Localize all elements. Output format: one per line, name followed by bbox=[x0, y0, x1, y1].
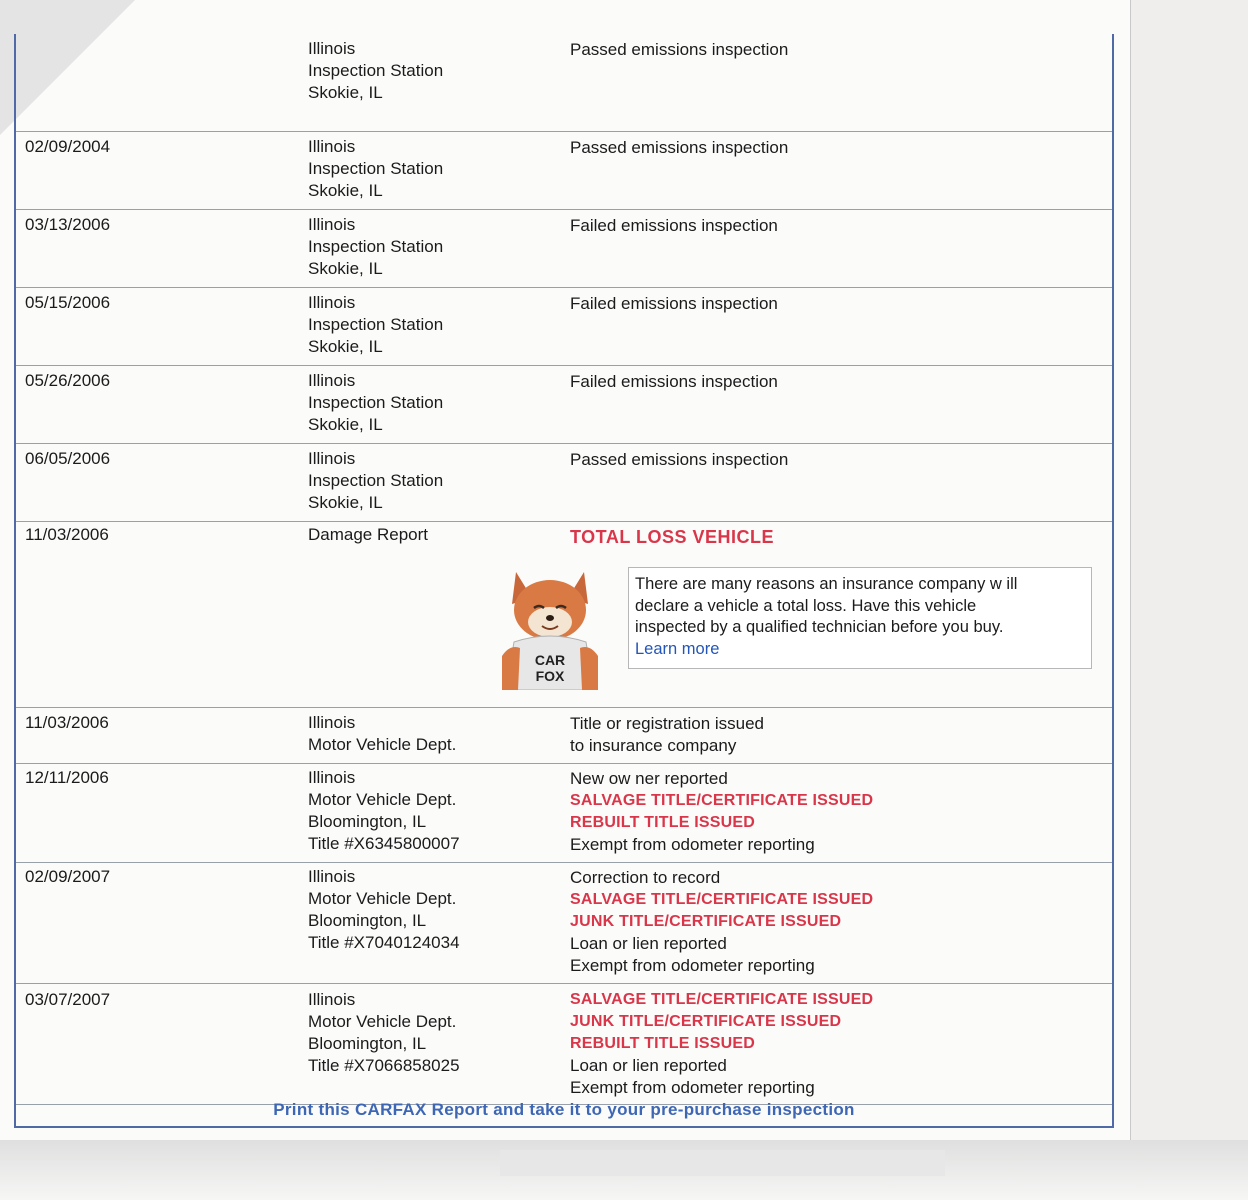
source-line: Illinois bbox=[308, 867, 356, 886]
source-line: Illinois bbox=[308, 449, 356, 468]
source-line: Inspection Station bbox=[308, 471, 444, 490]
history-record bbox=[16, 34, 1112, 132]
history-record bbox=[16, 522, 1112, 708]
record-comments bbox=[570, 137, 788, 159]
source-line: Illinois bbox=[308, 768, 356, 787]
alert-line: JUNK TITLE/CERTIFICATE ISSUED bbox=[570, 913, 842, 930]
callout-text: There are many reasons an insurance company w ill bbox=[635, 575, 1018, 593]
source-line: Skokie, IL bbox=[308, 493, 383, 512]
record-source bbox=[308, 767, 460, 855]
source-line: Skokie, IL bbox=[308, 83, 383, 102]
callout-text: declare a vehicle a total loss. Have this vehicle bbox=[635, 596, 977, 615]
comment-line: Passed emissions inspection bbox=[570, 138, 789, 157]
record-date: 06/05/2006 bbox=[25, 449, 111, 468]
comment-line: Title or registration issued bbox=[570, 714, 765, 733]
record-source bbox=[308, 370, 443, 436]
record-source bbox=[308, 524, 428, 546]
record-date: 11/03/2006 bbox=[25, 525, 109, 544]
record-date: 02/09/2007 bbox=[25, 867, 111, 886]
source-line: Illinois bbox=[308, 39, 356, 58]
alert-line: TOTAL LOSS VEHICLE bbox=[570, 527, 775, 547]
source-line: Skokie, IL bbox=[308, 337, 383, 356]
comment-line: New ow ner reported bbox=[570, 769, 728, 788]
record-date: 02/09/2004 bbox=[25, 137, 111, 156]
record-comments bbox=[570, 371, 778, 393]
source-line: Inspection Station bbox=[308, 393, 444, 412]
record-comments bbox=[570, 449, 788, 471]
record-source bbox=[308, 989, 460, 1077]
source-line: Skokie, IL bbox=[308, 181, 383, 200]
source-line: Skokie, IL bbox=[308, 259, 383, 278]
alert-line: SALVAGE TITLE/CERTIFICATE ISSUED bbox=[570, 792, 874, 809]
history-record bbox=[16, 863, 1112, 984]
alert-line: SALVAGE TITLE/CERTIFICATE ISSUED bbox=[570, 991, 874, 1008]
comment-line: Exempt from odometer reporting bbox=[570, 1078, 815, 1097]
record-date: 03/13/2006 bbox=[25, 215, 111, 234]
source-line: Motor Vehicle Dept. bbox=[308, 735, 457, 754]
source-line: Illinois bbox=[308, 713, 356, 732]
learn-more-link[interactable]: Learn more bbox=[635, 639, 720, 658]
source-line: Bloomington, IL bbox=[308, 1034, 427, 1053]
source-line: Damage Report bbox=[308, 525, 429, 544]
alert-line: REBUILT TITLE ISSUED bbox=[570, 1035, 756, 1052]
source-line: Bloomington, IL bbox=[308, 911, 427, 930]
comment-line: Passed emissions inspection bbox=[570, 450, 789, 469]
record-comments bbox=[570, 215, 778, 237]
source-line: Inspection Station bbox=[308, 315, 444, 334]
record-source bbox=[308, 136, 443, 202]
comment-line: to insurance company bbox=[570, 736, 737, 755]
history-record bbox=[16, 764, 1112, 863]
comment-line: Passed emissions inspection bbox=[570, 40, 789, 59]
record-source bbox=[308, 712, 456, 756]
source-line: Motor Vehicle Dept. bbox=[308, 790, 457, 809]
record-source bbox=[308, 448, 443, 514]
record-date: 05/26/2006 bbox=[25, 371, 111, 390]
source-line: Illinois bbox=[308, 371, 356, 390]
comment-line: Failed emissions inspection bbox=[570, 372, 778, 391]
total-loss-callout bbox=[628, 567, 1092, 669]
source-line: Inspection Station bbox=[308, 159, 444, 178]
comment-line: Correction to record bbox=[570, 868, 721, 887]
record-source bbox=[308, 214, 443, 280]
mascot-shirt-label: FOX bbox=[535, 668, 565, 684]
scan-bottom-smudge bbox=[500, 1150, 945, 1176]
record-date: 03/07/2007 bbox=[25, 990, 111, 1009]
history-table-frame bbox=[14, 34, 1114, 1128]
mascot-shirt-label: CAR bbox=[534, 652, 566, 668]
print-report-link[interactable]: Print this CARFAX Report and take it to your pre-purchase inspection bbox=[273, 1100, 855, 1119]
record-source bbox=[308, 866, 460, 954]
record-comments bbox=[570, 39, 788, 61]
history-record bbox=[16, 288, 1112, 366]
record-date: 12/11/2006 bbox=[25, 768, 109, 787]
comment-line: Failed emissions inspection bbox=[570, 216, 778, 235]
record-comments bbox=[570, 293, 778, 315]
record-date: 11/03/2006 bbox=[25, 713, 109, 732]
source-line: Title #X7066858025 bbox=[308, 1056, 460, 1075]
adjacent-page-edge bbox=[1131, 0, 1248, 1200]
source-line: Title #X6345800007 bbox=[308, 834, 460, 853]
comment-line: Loan or lien reported bbox=[570, 934, 727, 953]
history-record bbox=[16, 210, 1112, 288]
source-line: Inspection Station bbox=[308, 61, 444, 80]
source-line: Motor Vehicle Dept. bbox=[308, 1012, 457, 1031]
record-date: 05/15/2006 bbox=[25, 293, 111, 312]
history-record bbox=[16, 444, 1112, 522]
source-line: Title #X7040124034 bbox=[308, 933, 460, 952]
comment-line: Exempt from odometer reporting bbox=[570, 956, 815, 975]
record-comments bbox=[570, 989, 873, 1099]
comment-line: Failed emissions inspection bbox=[570, 294, 778, 313]
record-comments bbox=[570, 867, 873, 977]
history-record bbox=[16, 708, 1112, 764]
carfox-mascot-icon bbox=[494, 564, 606, 690]
record-comments bbox=[570, 768, 873, 856]
source-line: Illinois bbox=[308, 215, 356, 234]
comment-line: Loan or lien reported bbox=[570, 1056, 727, 1075]
record-comments bbox=[570, 526, 774, 548]
source-line: Illinois bbox=[308, 293, 356, 312]
source-line: Skokie, IL bbox=[308, 415, 383, 434]
callout-text: inspected by a qualified technician before you buy. bbox=[635, 618, 1004, 636]
history-record bbox=[16, 366, 1112, 444]
source-line: Illinois bbox=[308, 990, 356, 1009]
alert-line: REBUILT TITLE ISSUED bbox=[570, 814, 756, 831]
alert-line: SALVAGE TITLE/CERTIFICATE ISSUED bbox=[570, 891, 874, 908]
record-comments bbox=[570, 713, 764, 757]
alert-line: JUNK TITLE/CERTIFICATE ISSUED bbox=[570, 1013, 842, 1030]
record-source bbox=[308, 292, 443, 358]
comment-line: Exempt from odometer reporting bbox=[570, 835, 815, 854]
history-record bbox=[16, 132, 1112, 210]
source-line: Bloomington, IL bbox=[308, 812, 427, 831]
record-source bbox=[308, 38, 443, 104]
source-line: Motor Vehicle Dept. bbox=[308, 889, 457, 908]
source-line: Illinois bbox=[308, 137, 356, 156]
source-line: Inspection Station bbox=[308, 237, 444, 256]
history-records bbox=[16, 34, 1112, 1105]
history-record bbox=[16, 984, 1112, 1105]
